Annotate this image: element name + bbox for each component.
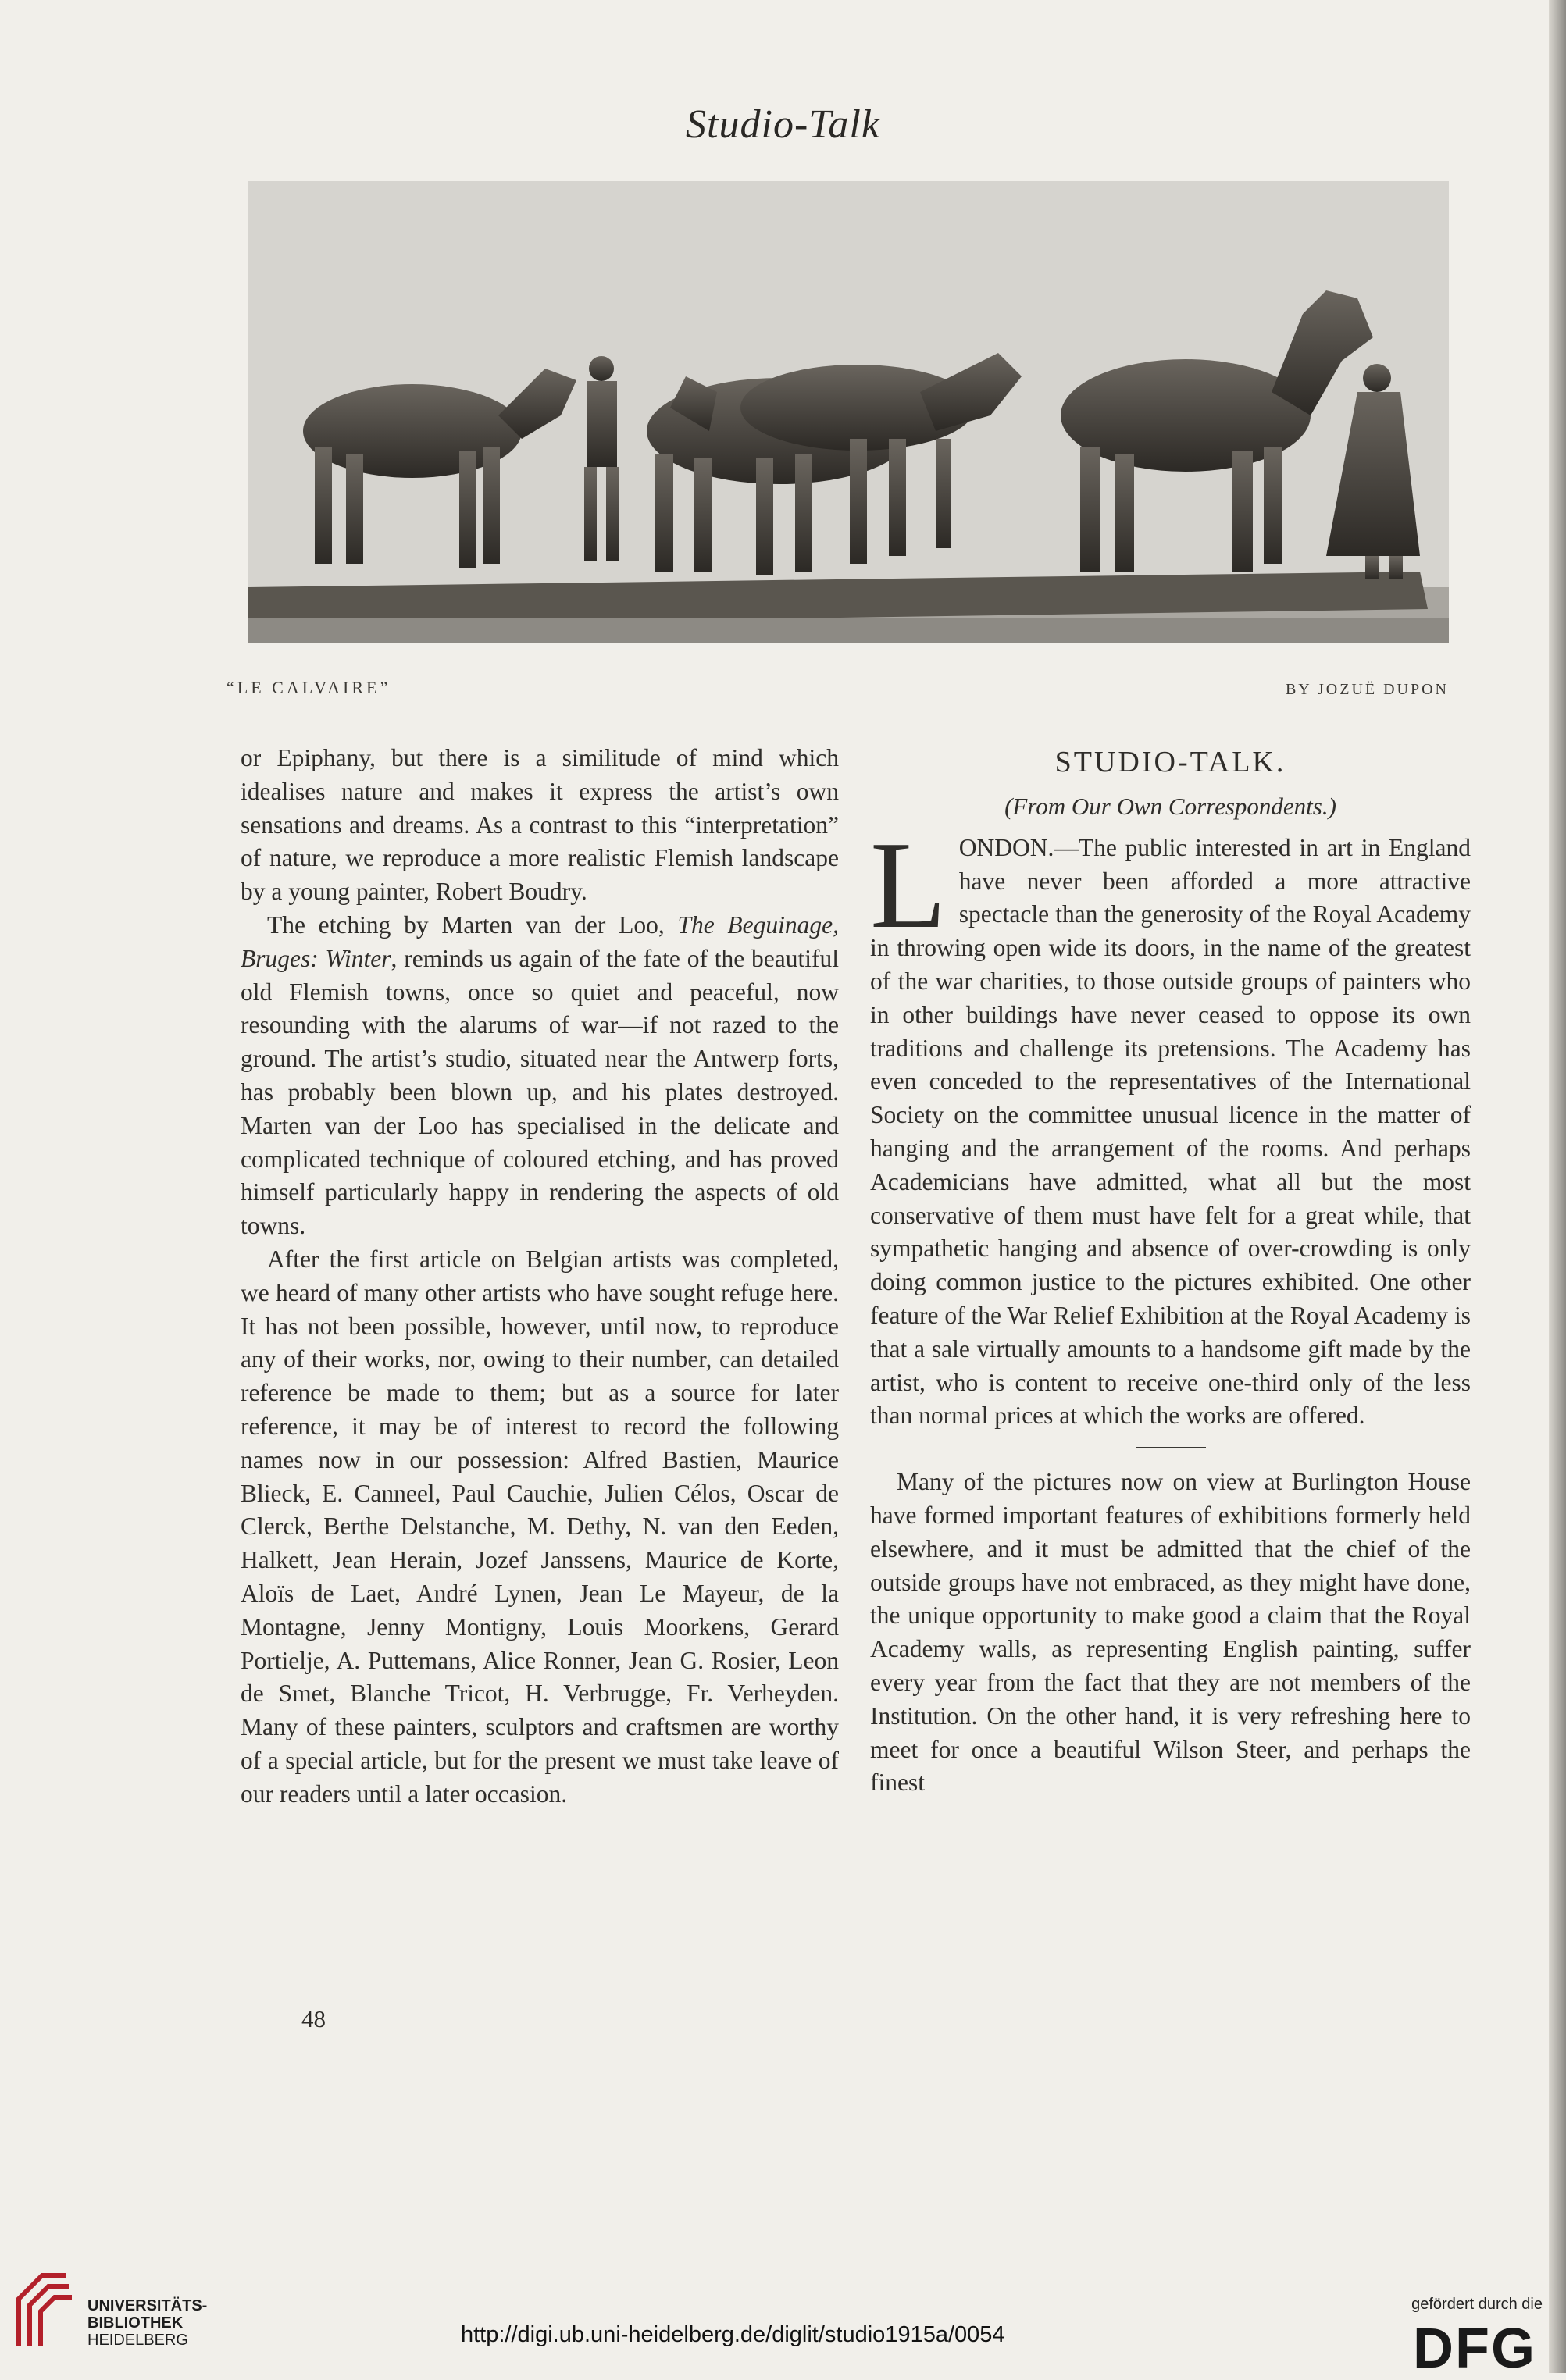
library-name <box>87 2297 207 2349</box>
section-subtitle: (From Our Own Correspondents.) <box>1004 793 1336 820</box>
right-column <box>870 742 1471 1800</box>
right-paragraph-1 <box>870 814 1471 1433</box>
section-divider <box>1136 1447 1206 1448</box>
left-paragraph-2-start: The etching by Marten van der Loo, <box>267 910 678 939</box>
right-paragraph-2: Many of the pictures now on view at Burlington House have formed important features of exhibitions formerly held elsewhere, and it must be admitted that the chief of the outside groups have not embraced, as they might have done, the unique opportunity to make good a claim that the Royal Academy walls, as representing English painting, suffer every year from the fact that they are not members of the Institution. On the other hand, it is very refreshing here to meet for once a beautiful Wilson Steer, and perhaps the finest <box>870 1468 1471 1797</box>
left-column <box>241 742 839 1812</box>
digitization-footer <box>0 2257 1566 2380</box>
funded-by-label: gefördert durch die <box>1411 2296 1543 2313</box>
left-paragraph-2-end: , reminds us again of the fate of the beautiful old Flemish towns, once so quiet and peaceful, now resounding with the alarums of war—if not razed to the ground. The artist’s studio, situated near the Antwerp forts, has probably been blown up, and his plates destroyed. Marten van der Loo has specialised in the delicate and complicated technique of coloured etching, and has proved himself particularly happy in rendering the aspects of old towns. <box>241 944 840 1240</box>
section-title: STUDIO-TALK. <box>1054 746 1286 778</box>
page-edge <box>1549 0 1566 2373</box>
left-paragraph-3: After the first article on Belgian artists was completed, we heard of many other artists who have sought refuge here. It has not been possible, however, until now, to reproduce any of their works, nor, owing to their number, can detailed reference be made to them; but as a source for later reference, it may be of interest to record the following names now in our possession: Alfred Bastien, Maurice Blieck, E. Canneel, Paul Cauchie, Julien Célos, Oscar de Clerck, Berthe Delstanche, M. Dethy, N. van den Eeden, Halkett, Jean Herain, Jozef Janssens, Maurice de Korte, Aloïs de Laet, André Lynen, Jean Le Mayeur, de la Montagne, Jenny Montigny, Louis Moorkens, Gerard Portielje, A. Puttemans, Alice Ronner, Jean G. Rosier, Leon de Smet, Blanche Tricot, H. Verbrugge, Fr. Verheyden. Many of these painters, sculptors and craftsmen are worthy of a special article, but for the present we must take leave of our readers until a later occasion. <box>241 1245 839 1808</box>
drop-cap: L <box>870 814 947 954</box>
library-name-line-2: BIBLIOTHEK <box>87 2314 184 2332</box>
plate-caption-title: “LE CALVAIRE” <box>227 678 391 697</box>
page-number: 48 <box>301 2005 326 2033</box>
sculpture-photograph <box>248 181 1449 643</box>
running-head: Studio-Talk <box>686 102 880 147</box>
dfg-logo: DFG <box>1413 2318 1536 2380</box>
etching-title: The Beguinage, Bruges: Winter <box>241 910 839 972</box>
left-paragraph-2 <box>241 909 839 1243</box>
horses-sculpture-image <box>248 181 1449 643</box>
plate-caption-artist: BY JOZUË DUPON <box>1285 681 1449 698</box>
library-name-line-1: UNIVERSITÄTS- <box>87 2297 208 2314</box>
library-name-line-3: HEIDELBERG <box>87 2332 188 2349</box>
left-paragraph-1: or Epiphany, but there is a similitude of mind which idealises nature and makes it express the artist’s own sensations and dreams. As a contrast to this “interpretation” of nature, we reproduce a more realistic Flemish landscape by a young painter, Robert Boudry. <box>241 744 839 906</box>
library-logo-icon <box>11 2268 77 2353</box>
permalink-url[interactable]: http://digi.ub.uni-heidelberg.de/diglit/studio1915a/0054 <box>461 2322 1005 2347</box>
right-paragraph-1-text: ONDON.—The public interested in art in England have never been afforded a more attractive spectacle than the generosity of the Royal Academy in throwing open wide its doors, in the name of the greatest of the war charities, to those outside groups of painters who in other buildings have never ceased to oppose its own traditions and challenge its pretensions. The Academy has even conceded to the representatives of the International Society on the committee unusual licence in the matter of hanging and the arrangement of the rooms. And perhaps Academicians have admitted, what all but the most conservative of them must have felt for a great while, that sympathetic hanging and absence of over-crowding is only doing common justice to the pictures exhibited. One other feature of the War Relief Exhibition at the Royal Academy is that a sale virtually amounts to a handsome gift made by the artist, who is content to receive one-third only of the less than normal prices at which the works are offered. <box>870 833 1471 1430</box>
